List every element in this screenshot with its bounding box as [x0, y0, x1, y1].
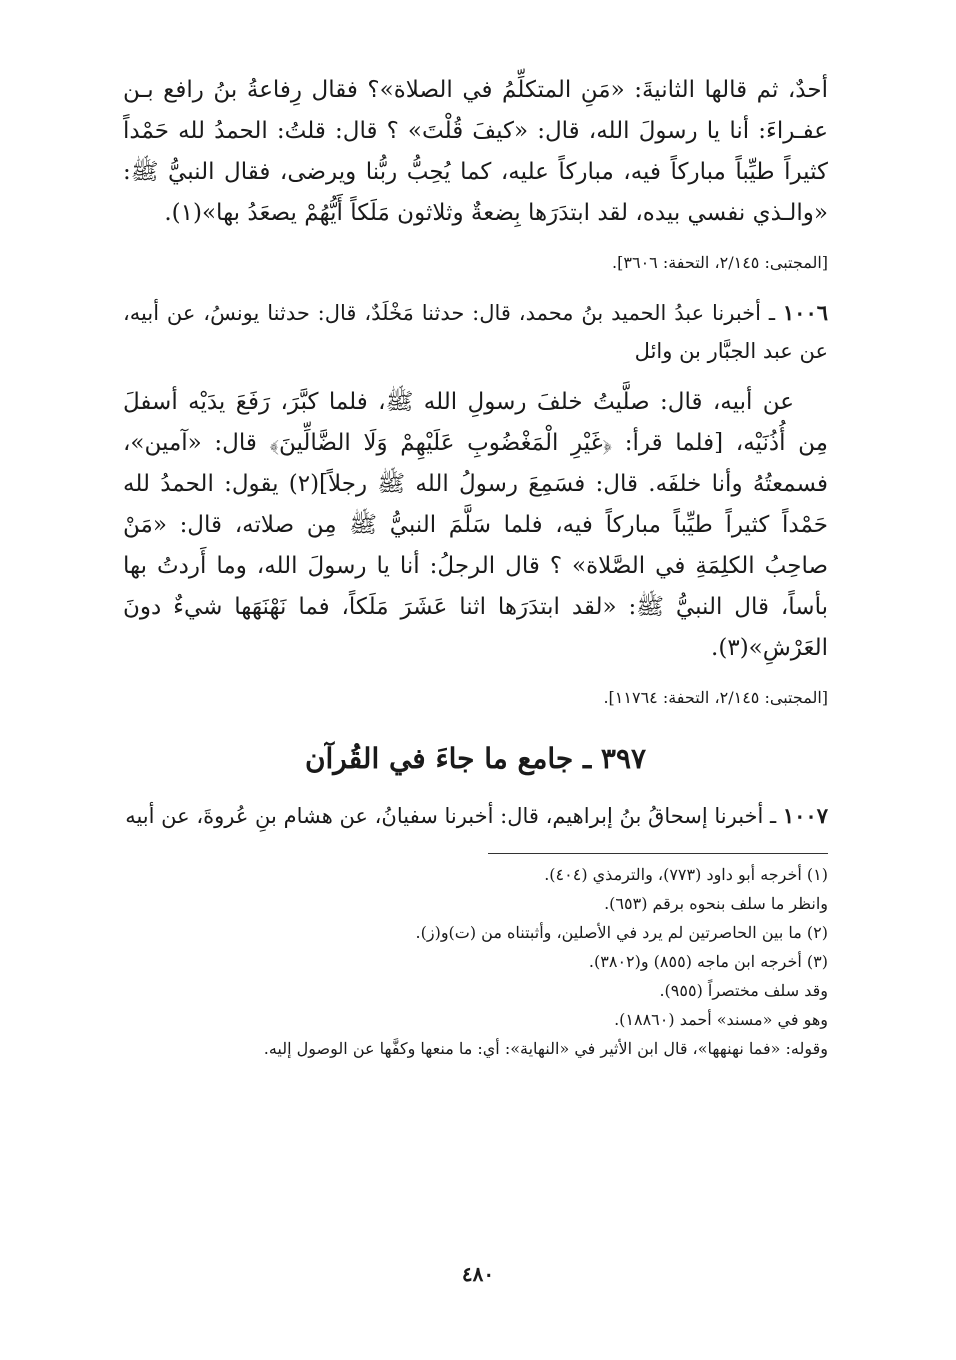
- footnote-line: وقوله: «فما نهنهها»، قال ابن الأثير في «النهاية»: أي: ما منعها وكفَّها عن الوصول إليه.: [263, 1039, 828, 1058]
- page-content: [123, 70, 828, 1063]
- footnote-line: وانظر ما سلف بنحوه برقم (٦٥٣).: [604, 894, 828, 913]
- hadith-text: عن أبيه، قال: صلَّيتُ خلفَ رسولِ الله ﷺ، فلما كبَّرَ، رَفَعَ يدَيْه أسفلَ مِن أُذُنَيْه، [فلما قرأ: ﴿غَيْرِ الْمَغْضُوبِ عَلَيْهِمْ وَلَا الضَّالِّينَ﴾ قال: «آمين»، فسمعتُهُ وأنا خلفَه. قال: فسَمِعَ رسولُ الله ﷺ رجلاً](٢) يقول: الحمدُ لله حَمْداً كثيراً طيِّباً مباركاً فيه، فلما سَلَّمَ النبيُّ ﷺ مِن صلاته، قال: «مَنْ صاحِبُ الكلِمَةِ في الصَّلاة» ؟ قال الرجلُ: أنا يا رسولَ الله، وما أَردتُ بها بأساً، قال النبيُّ ﷺ: «لقد ابتدَرَها اثنا عَشَرَ مَلَكاً، فما نَهْنَهَها شيءٌ دونَ العَرْشِ»(٣).: [123, 389, 828, 661]
- footnote-divider: [488, 853, 828, 854]
- footnote-line: (٢) ما بين الحاصرتين لم يرد في الأصلين، وأثبتناه من (ت)و(ز).: [415, 923, 828, 942]
- hadith-number: ١٠٠٧: [782, 803, 828, 828]
- footnote-line: (١) أخرجه أبو داود (٧٧٣)، والترمذي (٤٠٤).: [544, 865, 828, 884]
- source-reference: [المجتبى: ٢/١٤٥، التحفة: ٣٦٠٦].: [612, 253, 828, 272]
- hadith-isnad-text: ـ أخبرنا عبدُ الحميد بنُ محمد، قال: حدثنا مَخْلَدٌ، قال: حدثنا يونسُ، عن أبيه، عن عبد الجبَّار بن وائل: [123, 301, 828, 363]
- hadith-isnad-text: ـ أخبرنا إسحاقُ بنُ إبراهيم، قال: أخبرنا سفيانُ، عن هشام بنِ عُروةَ، عن أبيه: [125, 804, 777, 828]
- hadith-number: ١٠٠٦: [782, 300, 829, 325]
- page-number: ٤٨٠: [461, 1262, 495, 1286]
- chapter-title: ٣٩٧ ـ جامع ما جاءَ في القُرآن: [304, 742, 647, 775]
- footnotes: [123, 860, 828, 1063]
- source-reference: [المجتبى: ٢/١٤٥، التحفة: ١١٧٦٤].: [603, 688, 828, 707]
- footnote-line: وهو في «مسند» أحمد (١٨٨٦٠).: [614, 1010, 828, 1029]
- footnote-line: (٣) أخرجه ابن ماجه (٨٥٥) و(٣٨٠٢).: [588, 952, 828, 971]
- hadith-isnad: [123, 294, 828, 370]
- paragraph-continuation: أحدٌ، ثم قالها الثانيةَ: «مَنِ المتكلِّمُ في الصلاة»؟ فقال رِفاعةُ بنُ رافع بـن عفـراءَ: أنا يا رسولَ الله، قال: «كيفَ قُلْتَ» ؟ قال: قلتُ: الحمدُ لله حَمْداً كثيراً طيِّباً مباركاً فيه، مباركاً عليه، كما يُحِبُّ ربُّنا ويرضى، فقال النبيُّ ﷺ: «والـذي نفسي بيده، لقد ابتدَرَها بِضعةٌ وثلاثون مَلَكاً أَيُّهُمْ يصعَدُ بها»(١).: [123, 77, 828, 226]
- hadith-isnad: [123, 797, 828, 835]
- footnote-line: وقد سلف مختصراً (٩٥٥).: [659, 981, 828, 1000]
